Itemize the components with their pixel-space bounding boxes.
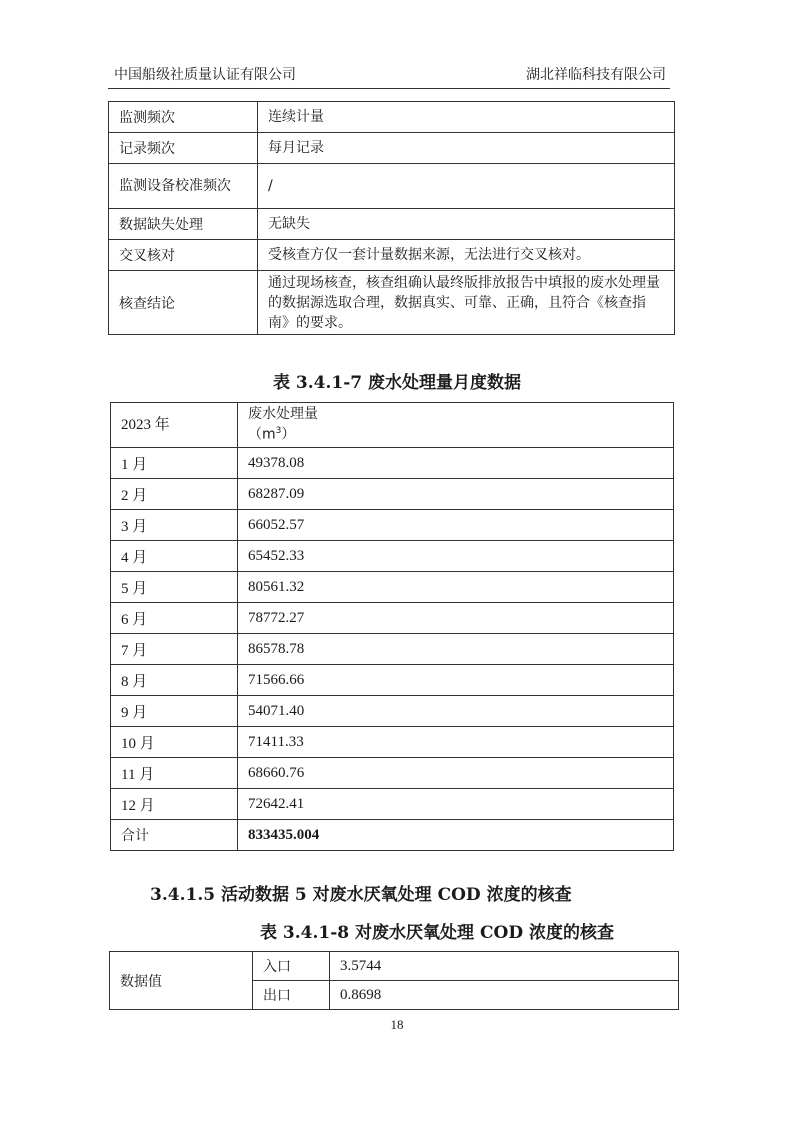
value-cell: 78772.27 <box>238 603 674 634</box>
table-row <box>111 572 674 603</box>
header-volume-unit: $(m^3)$ <box>248 426 296 443</box>
month-cell: 3 月 <box>111 510 238 541</box>
table3-caption: 表 3.4.1-8 对废水厌氧处理 COD 浓度的核查 <box>260 923 614 943</box>
row-value: 受核查方仅一套计量数据来源，无法进行交叉核对。 <box>258 240 675 271</box>
page-header <box>108 62 670 89</box>
section-heading: 3.4.1.5 活动数据 5 对废水厌氧处理 COD 浓度的核查 <box>150 885 572 905</box>
table-row <box>111 510 674 541</box>
month-cell: 10 月 <box>111 727 238 758</box>
row-value: 连续计量 <box>258 102 675 133</box>
value-cell: 65452.33 <box>238 541 674 572</box>
table-row <box>111 727 674 758</box>
value-cell: 71411.33 <box>238 727 674 758</box>
value-cell: 54071.40 <box>238 696 674 727</box>
value-cell: 72642.41 <box>238 789 674 820</box>
row-value: 每月记录 <box>258 133 675 164</box>
table-row <box>111 603 674 634</box>
table-row <box>110 952 679 981</box>
outlet-label: 出口 <box>253 981 330 1010</box>
header-year: 2023 年 <box>111 403 238 448</box>
table-row <box>111 448 674 479</box>
month-cell: 2 月 <box>111 479 238 510</box>
wastewater-monthly-table <box>110 402 674 851</box>
row-key: 监测设备校准频次 <box>109 164 258 209</box>
month-cell: 6 月 <box>111 603 238 634</box>
value-cell: 71566.66 <box>238 665 674 696</box>
row-key: 交叉核对 <box>109 240 258 271</box>
table-row <box>109 102 675 133</box>
value-cell: 68660.76 <box>238 758 674 789</box>
month-cell: 4 月 <box>111 541 238 572</box>
table-row <box>109 240 675 271</box>
total-label: 合计 <box>111 820 238 851</box>
value-cell: 49378.08 <box>238 448 674 479</box>
header-company-left: 中国船级社质量认证有限公司 <box>114 67 296 83</box>
table-row <box>111 789 674 820</box>
header-volume <box>238 403 674 448</box>
inlet-value: 3.5744 <box>330 952 679 981</box>
month-cell: 1 月 <box>111 448 238 479</box>
total-value: 833435.004 <box>238 820 674 851</box>
row-value: 无缺失 <box>258 209 675 240</box>
inlet-label: 入口 <box>253 952 330 981</box>
table-row <box>111 634 674 665</box>
value-cell: 86578.78 <box>238 634 674 665</box>
row-key: 记录频次 <box>109 133 258 164</box>
data-value-label: 数据值 <box>110 952 253 1010</box>
monitoring-info-table <box>108 101 675 335</box>
outlet-value: 0.8698 <box>330 981 679 1010</box>
row-value: / <box>258 164 675 209</box>
month-cell: 11 月 <box>111 758 238 789</box>
table2-caption: 表 3.4.1-7 废水处理量月度数据 <box>272 373 522 393</box>
table-row <box>111 665 674 696</box>
table-row <box>109 209 675 240</box>
table-row <box>109 133 675 164</box>
month-cell: 7 月 <box>111 634 238 665</box>
page-number: 18 <box>390 1017 404 1032</box>
value-cell: 66052.57 <box>238 510 674 541</box>
table-row <box>111 758 674 789</box>
row-key: 核查结论 <box>109 271 258 335</box>
header-company-right: 湖北祥临科技有限公司 <box>526 67 666 83</box>
table-total-row <box>111 820 674 851</box>
month-cell: 12 月 <box>111 789 238 820</box>
row-key: 监测频次 <box>109 102 258 133</box>
table-header-row <box>111 403 674 448</box>
table-row <box>109 271 675 335</box>
header-volume-label: 废水处理量 <box>248 406 318 423</box>
cod-concentration-table <box>109 951 679 1010</box>
month-cell: 5 月 <box>111 572 238 603</box>
table-row <box>111 696 674 727</box>
table-row <box>111 541 674 572</box>
month-cell: 8 月 <box>111 665 238 696</box>
value-cell: 68287.09 <box>238 479 674 510</box>
table-row <box>111 479 674 510</box>
row-value: 通过现场核查，核查组确认最终版排放报告中填报的废水处理量的数据源选取合理，数据真实、可靠、正确，且符合《核查指南》的要求。 <box>258 271 675 335</box>
value-cell: 80561.32 <box>238 572 674 603</box>
table-row <box>109 164 675 209</box>
row-key: 数据缺失处理 <box>109 209 258 240</box>
month-cell: 9 月 <box>111 696 238 727</box>
